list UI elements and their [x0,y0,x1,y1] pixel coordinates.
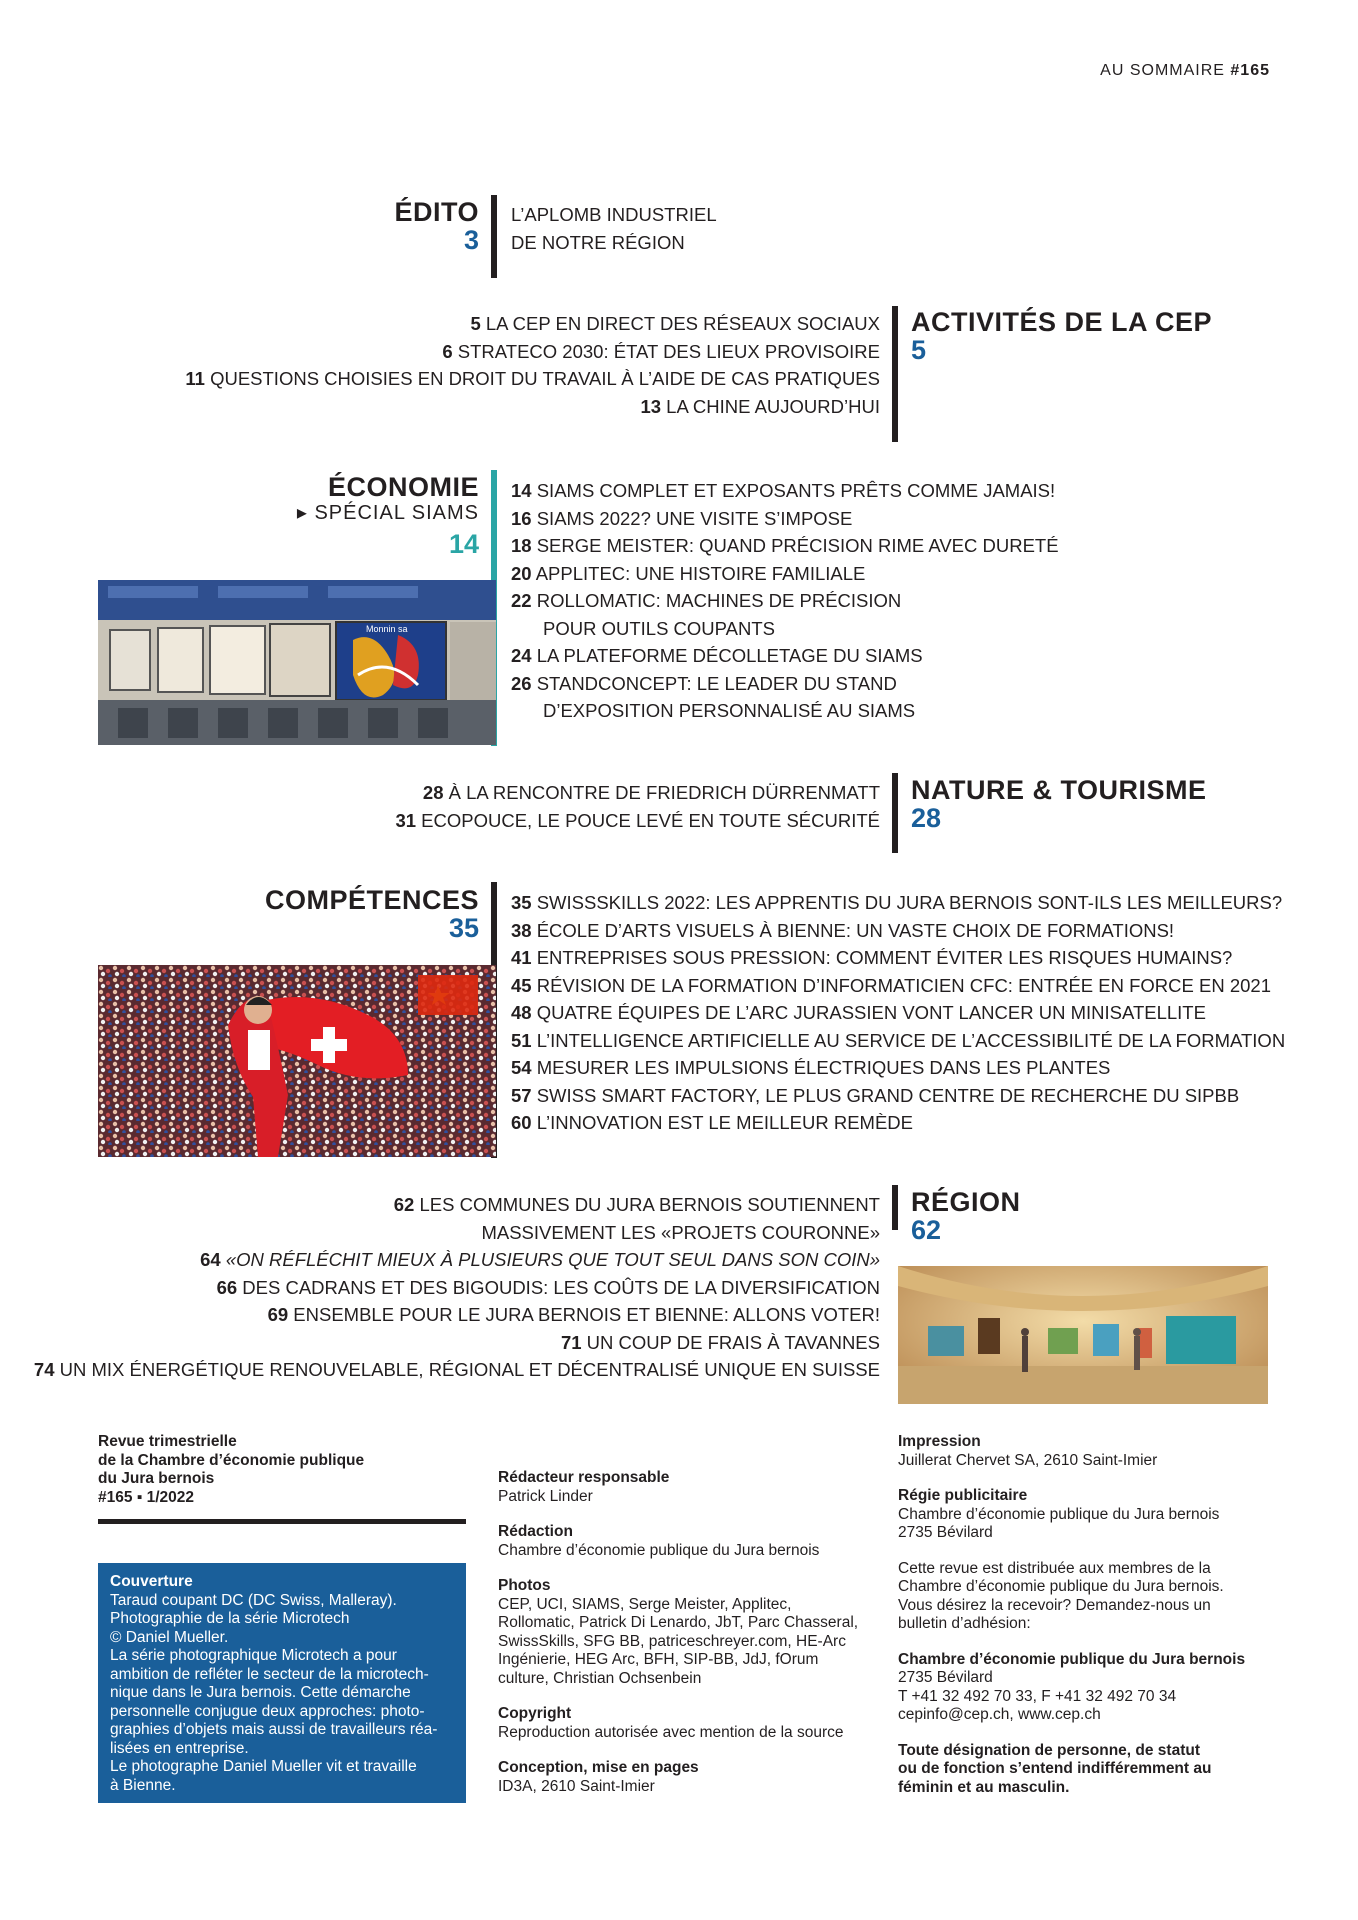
footer-rule [98,1519,466,1524]
edito-title: ÉDITO [394,197,479,227]
issue-number: #165 [1230,62,1270,79]
toc-item[interactable]: 11 QUESTIONS CHOISIES EN DROIT DU TRAVAIL À L’AIDE DE CAS PRATIQUES [185,368,880,389]
toc-item[interactable]: 22 ROLLOMATIC: MACHINES DE PRÉCISION [511,590,902,611]
activites-bar [892,306,898,442]
couverture-line: La série photographique Microtech a pour [110,1647,397,1664]
swissskills-photo [98,965,496,1157]
toc-item[interactable]: 66 DES CADRANS ET DES BIGOUDIS: LES COÛTS DE LA DIVERSIFICATION [216,1276,880,1298]
toc-item[interactable]: 28 À LA RENCONTRE DE FRIEDRICH DÜRRENMATT [422,782,880,803]
toc-item[interactable]: 41 ENTREPRISES SOUS PRESSION: COMMENT ÉVITER LES RISQUES HUMAINS? [511,947,1233,968]
region-list [34,1191,880,1384]
couverture-line: lisées en entreprise. [110,1739,249,1757]
footer-middle [498,1469,858,1813]
toc-item[interactable]: 54 MESURER LES IMPULSIONS ÉLECTRIQUES DANS LES PLANTES [511,1057,1111,1078]
nature-bar [892,773,898,853]
header-prefix: AU SOMMAIRE [1100,62,1231,79]
couverture-line: Taraud coupant DC (DC Swiss, Malleray). [110,1591,397,1609]
revue-line: #165 ▪ 1/2022 [98,1488,194,1506]
toc-item[interactable]: 20 APPLITEC: UNE HISTOIRE FAMILIALE [511,562,866,584]
economie-subtitle: ▸ SPÉCIAL SIAMS [296,502,479,524]
page-header [1100,62,1270,80]
credit-block: Régie publicitaire Chambre d’économie publique du Jura bernois 2735 Bévilard [898,1487,1220,1541]
toc-item[interactable]: 31 ECOPOUCE, LE POUCE LEVÉ EN TOUTE SÉCURITÉ [395,809,880,831]
couverture-line: graphies d’objets mais aussi de travailleurs réa- [110,1721,438,1738]
toc-item-continued[interactable]: POUR OUTILS COUPANTS [543,617,775,639]
competences-page: 35 [448,913,479,943]
edito-lines [511,201,717,256]
credit-block: Copyright Reproduction autorisée avec mention de la source [498,1705,844,1741]
credit-block: Photos CEP, UCI, SIAMS, Serge Meister, Applitec, Rollomatic, Patrick Di Lenardo, JbT, Parc Chasseral, SwissSkills, SFG BB, patriceschreyer.com, HE-Arc Ingénierie, HEG Arc, BFH, SIP-BB, JdJ, fOrum culture, Christian Ochsenbein [498,1577,859,1687]
toc-item[interactable]: 26 STANDCONCEPT: LE LEADER DU STAND [511,672,897,694]
couverture-line: personnelle conjugue deux approches: photo- [110,1702,425,1720]
revue-line: du Jura bernois [98,1470,215,1487]
couverture-line: à Bienne. [110,1776,176,1794]
credit-block: Impression Juillerat Chervet SA, 2610 Saint-Imier [898,1433,1158,1469]
toc-item[interactable]: 60 L’INNOVATION EST LE MEILLEUR REMÈDE [511,1112,913,1133]
credit-block: Rédacteur responsable Patrick Linder [498,1469,670,1505]
contact-links[interactable]: cepinfo@cep.ch, www.cep.ch [898,1706,1101,1723]
edito-line: DE NOTRE RÉGION [511,231,685,253]
nature-page: 28 [911,803,942,833]
couverture-line: Le photographe Daniel Mueller vit et travaille [110,1758,417,1775]
region-page: 62 [911,1215,942,1245]
footer-revue [98,1433,364,1507]
edito-page: 3 [463,225,479,255]
couverture-box [98,1563,466,1803]
credit-block: Conception, mise en pages ID3A, 2610 Saint-Imier [498,1759,699,1795]
toc-item[interactable]: 13 LA CHINE AUJOURD’HUI [640,395,880,417]
economie-title: ÉCONOMIE [327,472,479,502]
couverture-line: Photographie de la série Microtech [110,1610,350,1627]
edito-line: L’APLOMB INDUSTRIEL [511,204,717,225]
activites-list [185,310,880,420]
revue-line: Revue trimestrielle [98,1433,237,1450]
toc-item[interactable]: 18 SERGE MEISTER: QUAND PRÉCISION RIME AVEC DURETÉ [511,535,1059,556]
activites-page: 5 [911,335,927,365]
toc-item[interactable]: 69 ENSEMBLE POUR LE JURA BERNOIS ET BIENNE: ALLONS VOTER! [267,1304,880,1325]
competences-title: COMPÉTENCES [264,885,479,915]
toc-item[interactable]: 35 SWISSSKILLS 2022: LES APPRENTIS DU JURA BERNOIS SONT-ILS LES MEILLEURS? [511,892,1283,913]
toc-item[interactable]: 14 SIAMS COMPLET ET EXPOSANTS PRÊTS COMME JAMAIS! [511,480,1056,501]
region-photo [898,1266,1268,1404]
gender-note: Toute désignation de personne, de statut ou de fonction s’entend indifféremment au féminin et au masculin. [898,1741,1212,1796]
toc-item[interactable]: 48 QUATRE ÉQUIPES DE L’ARC JURASSIEN VONT LANCER UN MINISATELLITE [511,1002,1206,1023]
couverture-line: nique dans le Jura bernois. Cette démarche [110,1684,411,1701]
economie-page: 14 [448,529,479,559]
region-title: RÉGION [911,1187,1021,1217]
region-bar [892,1185,898,1230]
contact-block: Chambre d’économie publique du Jura bernois 2735 Bévilard T +41 32 492 70 33, F +41 32 492 70 34 cepinfo@cep.ch, www.cep.ch [898,1650,1246,1723]
toc-item-continued[interactable]: D’EXPOSITION PERSONNALISÉ AU SIAMS [543,700,916,721]
nature-list [395,779,880,834]
couverture-line: © Daniel Mueller. [110,1628,229,1646]
toc-item[interactable]: 74 UN MIX ÉNERGÉTIQUE RENOUVELABLE, RÉGIONAL ET DÉCENTRALISÉ UNIQUE EN SUISSE [33,1359,880,1380]
credit-block: Rédaction Chambre d’économie publique du Jura bernois [498,1523,820,1559]
toc-item[interactable]: 6 STRATECO 2030: ÉTAT DES LIEUX PROVISOIRE [442,340,880,362]
nature-title: NATURE & TOURISME [911,775,1207,805]
toc-item[interactable]: 51 L’INTELLIGENCE ARTIFICIELLE AU SERVICE DE L’ACCESSIBILITÉ DE LA FORMATION [511,1029,1286,1051]
couverture-title: Couverture [110,1573,193,1590]
competences-list [511,889,1285,1137]
toc-item[interactable]: 38 ÉCOLE D’ARTS VISUELS À BIENNE: UN VASTE CHOIX DE FORMATIONS! [511,919,1175,941]
monnin-sign: Monnin sa [366,624,408,634]
activites-title: ACTIVITÉS DE LA CEP [911,307,1213,337]
revue-line: de la Chambre d’économie publique [98,1451,365,1469]
toc-item[interactable]: 24 LA PLATEFORME DÉCOLLETAGE DU SIAMS [511,645,923,666]
toc-item[interactable]: 45 RÉVISION DE LA FORMATION D’INFORMATICIEN CFC: ENTRÉE EN FORCE EN 2021 [511,974,1271,996]
economie-list [511,477,1059,725]
toc-item[interactable]: 57 SWISS SMART FACTORY, LE PLUS GRAND CENTRE DE RECHERCHE DU SIPBB [511,1084,1240,1106]
siams-photo [98,580,496,745]
toc-item[interactable]: 62 LES COMMUNES DU JURA BERNOIS SOUTIENNENT [393,1194,880,1215]
edito-bar [491,195,497,278]
couverture-line: ambition de refléter le secteur de la microtech- [110,1665,429,1683]
toc-item[interactable]: 16 SIAMS 2022? UNE VISITE S’IMPOSE [511,507,853,529]
toc-item-continued[interactable]: MASSIVEMENT LES «PROJETS COURONNE» [481,1221,880,1243]
toc-item[interactable]: 5 LA CEP EN DIRECT DES RÉSEAUX SOCIAUX [470,313,880,334]
info-block: Cette revue est distribuée aux membres de la Chambre d’économie publique du Jura bernois. Vous désirez la recevoir? Demandez-nous un bulletin d’adhésion: [898,1559,1224,1632]
toc-item[interactable]: 64 «ON RÉFLÉCHIT MIEUX À PLUSIEURS QUE TOUT SEUL DANS SON COIN» [200,1249,880,1270]
toc-item[interactable]: 71 UN COUP DE FRAIS À TAVANNES [560,1331,880,1353]
footer-right [898,1433,1245,1814]
